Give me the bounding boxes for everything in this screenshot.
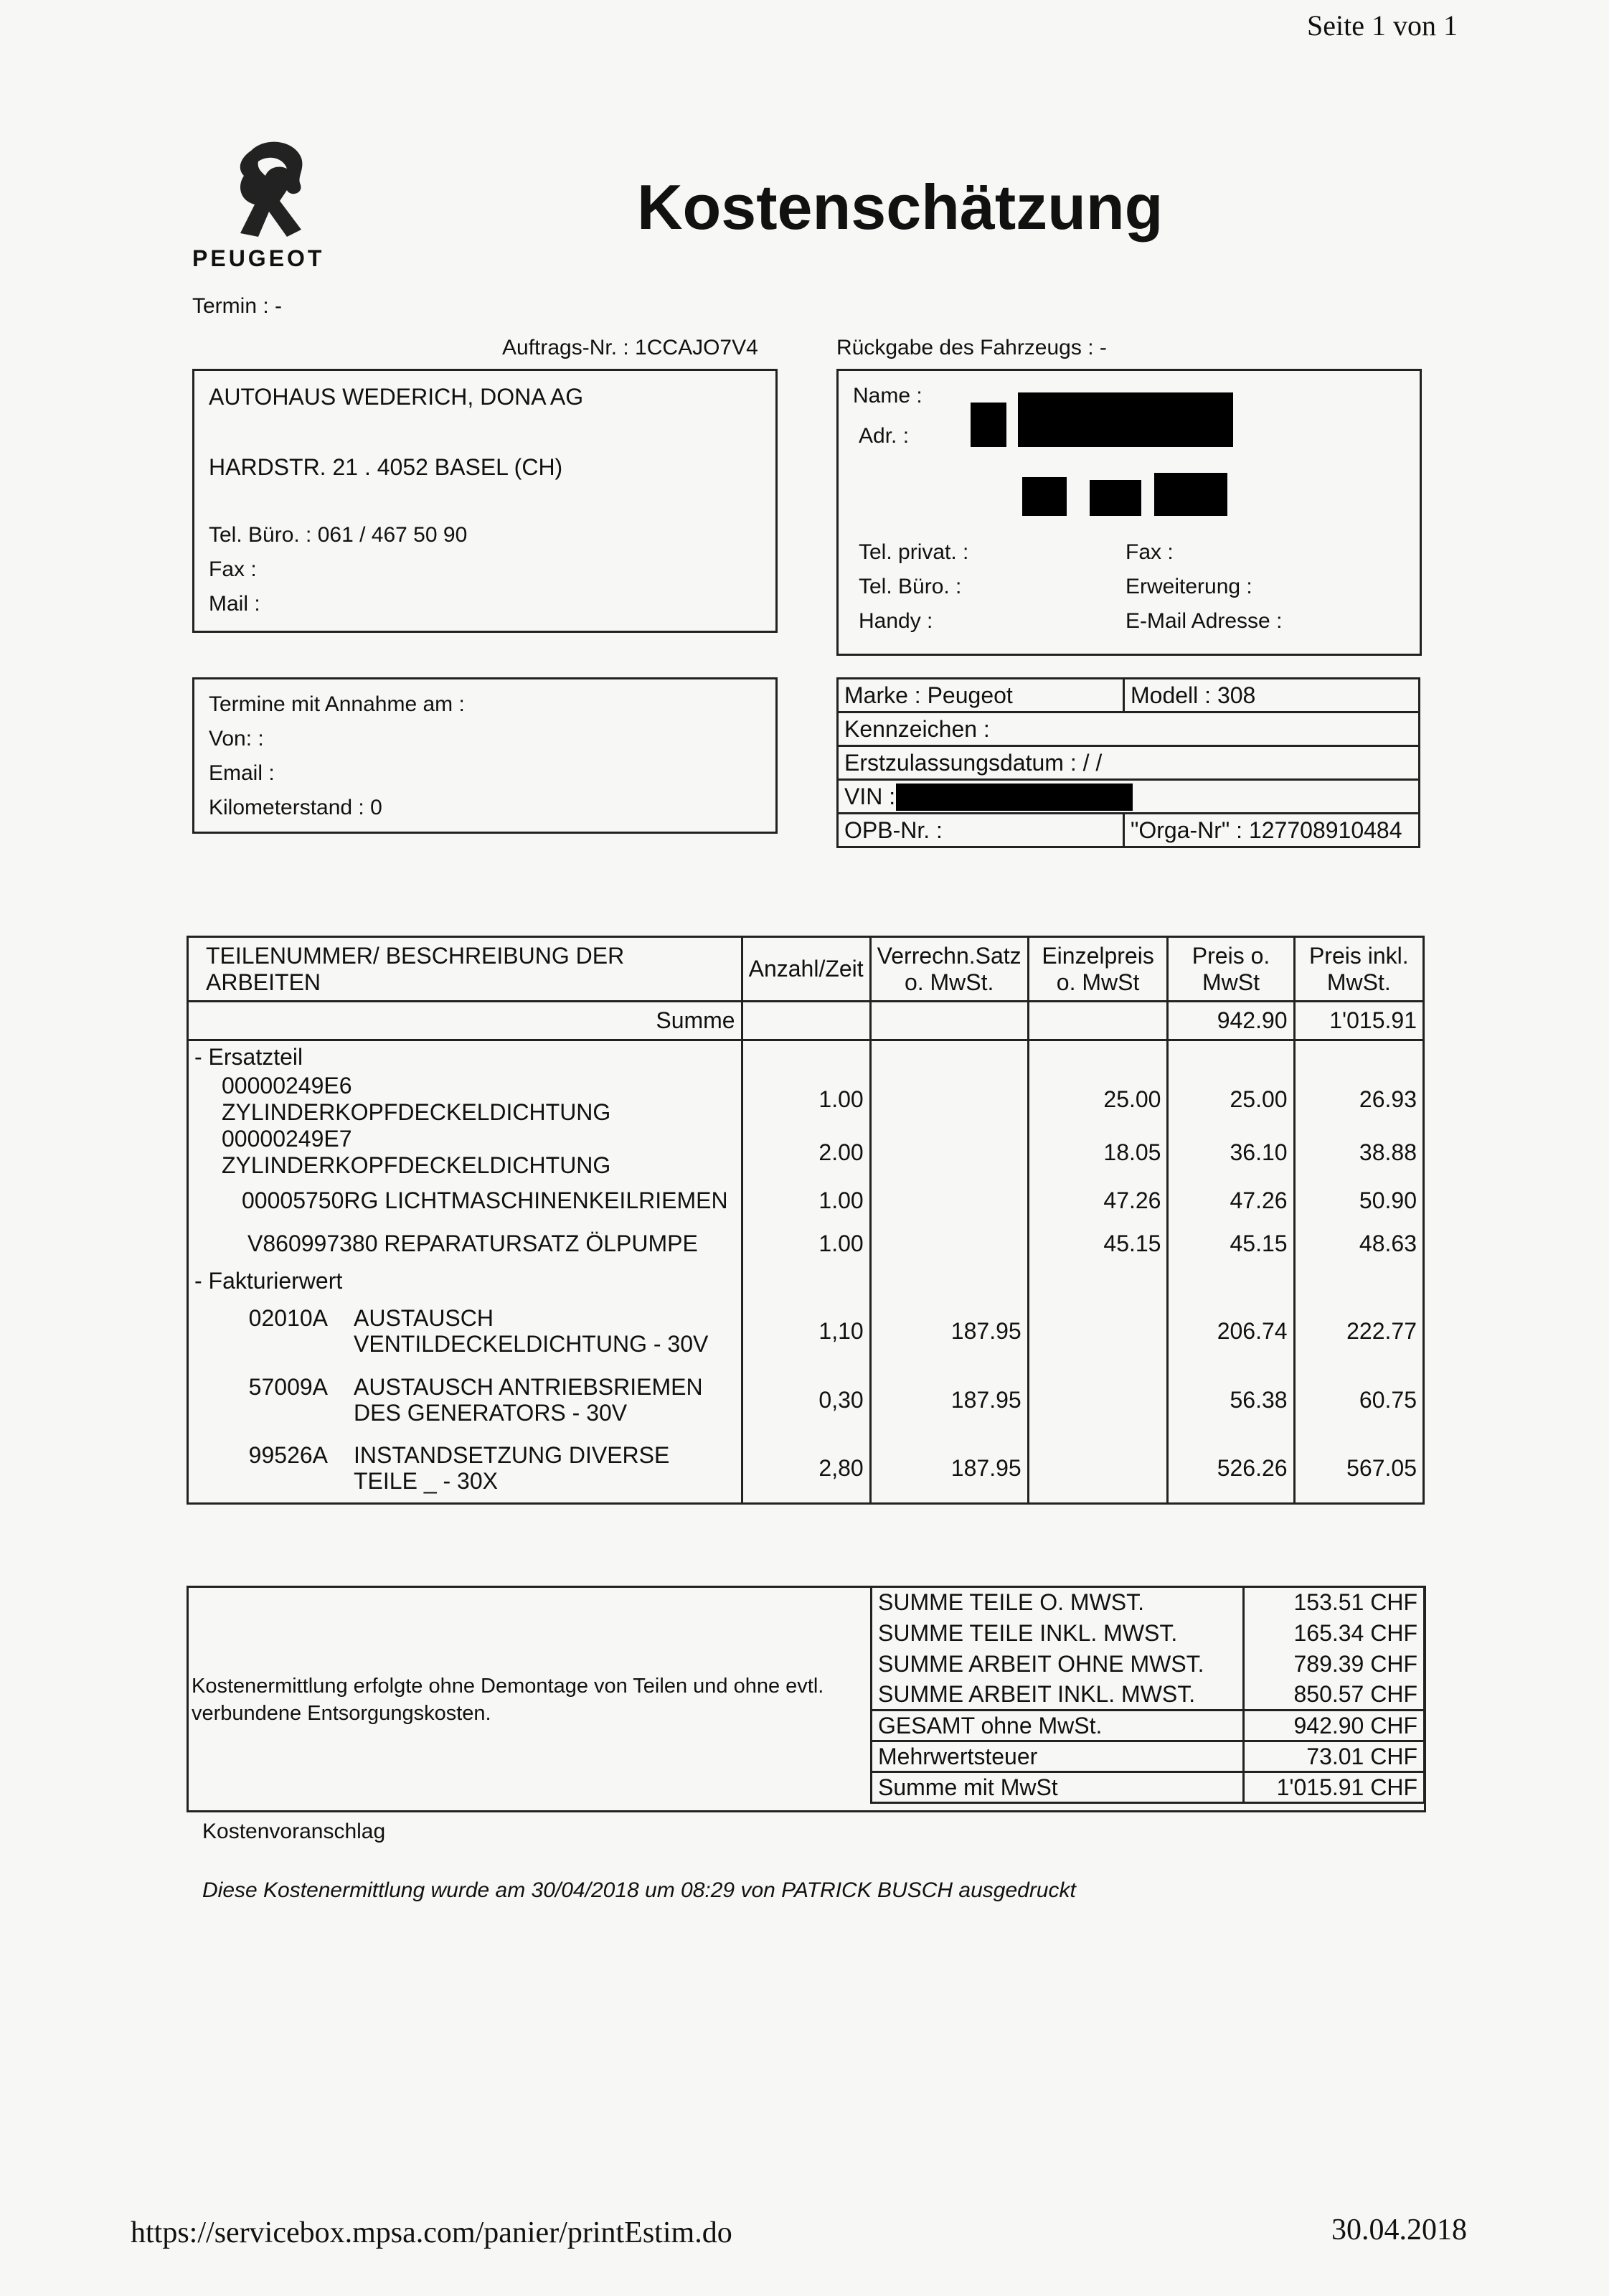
part-qty: 2.00 (742, 1126, 870, 1179)
customer-tel-buero: Tel. Büro. : (859, 575, 962, 598)
labor-code: 02010A (248, 1305, 328, 1331)
summe-row (188, 1002, 1424, 1040)
summary-value: 165.34 CHF (1244, 1618, 1425, 1649)
table-row (188, 1365, 1424, 1434)
table-row (188, 1434, 1424, 1503)
vehicle-orga: "Orga-Nr" : 127708910484 (1124, 814, 1420, 847)
dealer-tel: Tel. Büro. : 061 / 467 50 90 (209, 523, 468, 547)
summary-table (870, 1586, 1425, 1804)
labor-gross: 567.05 (1294, 1434, 1423, 1503)
summary-value: 942.90 CHF (1244, 1711, 1425, 1741)
labor-qty: 1,10 (742, 1297, 870, 1365)
summe-label: Summe (188, 1002, 742, 1040)
customer-address-label: Adr. : (859, 424, 910, 448)
part-code: 00000249E7 (222, 1126, 352, 1152)
footer-date: 30.04.2018 (1331, 2213, 1467, 2246)
summary-value: 789.39 CHF (1244, 1649, 1425, 1680)
kostenvoranschlag-label: Kostenvoranschlag (202, 1820, 386, 1843)
part-unit: 45.15 (1028, 1222, 1168, 1265)
labor-code: 99526A (248, 1442, 328, 1469)
col-header-unit: Einzelpreis o. MwSt (1028, 937, 1168, 1002)
vehicle-table (836, 677, 1420, 848)
section-fakturierwert: - Fakturierwert (188, 1265, 742, 1297)
vehicle-kennzeichen: Kennzeichen : (838, 712, 1420, 746)
labor-desc-line1: INSTANDSETZUNG DIVERSE (354, 1442, 670, 1469)
col-header-rate: Verrechn.Satz o. MwSt. (870, 937, 1028, 1002)
table-row (188, 1297, 1424, 1365)
kilometerstand: Kilometerstand : 0 (209, 796, 382, 819)
labor-desc-line2: DES GENERATORS - 30V (354, 1400, 628, 1426)
email-label: Email : (209, 761, 275, 785)
termin-label: Termin : - (192, 294, 283, 318)
col-header-net: Preis o. MwSt (1168, 937, 1294, 1002)
labor-desc-line1: AUSTAUSCH (354, 1305, 494, 1331)
labor-code: 57009A (248, 1374, 328, 1400)
redaction-block (1018, 392, 1233, 447)
part-gross: 38.88 (1294, 1126, 1423, 1179)
part-code: 00005750RG (242, 1187, 379, 1213)
redaction-block (1022, 477, 1067, 516)
part-unit: 18.05 (1028, 1126, 1168, 1179)
redaction-block (971, 403, 1006, 447)
part-gross: 26.93 (1294, 1073, 1423, 1126)
summe-gross: 1'015.91 (1294, 1002, 1423, 1040)
dealer-address: HARDSTR. 21 . 4052 BASEL (CH) (209, 454, 563, 480)
summary-label: Summe mit MwSt (872, 1772, 1244, 1803)
summary-label: SUMME TEILE O. MWST. (872, 1587, 1244, 1618)
redaction-block (1154, 473, 1227, 516)
labor-rate: 187.95 (870, 1297, 1028, 1365)
vehicle-opb: OPB-Nr. : (838, 814, 1124, 847)
summary-box (187, 1586, 1426, 1812)
part-qty: 1.00 (742, 1179, 870, 1222)
customer-box (836, 369, 1422, 656)
part-qty: 1.00 (742, 1222, 870, 1265)
dealer-mail: Mail : (209, 592, 260, 616)
labor-desc-line2: VENTILDECKELDICHTUNG - 30V (354, 1331, 709, 1357)
von-label: Von: : (209, 727, 264, 751)
part-unit: 47.26 (1028, 1179, 1168, 1222)
printed-note: Diese Kostenermittlung wurde am 30/04/2018 um 08:29 von PATRICK BUSCH ausgedruckt (202, 1878, 1076, 1902)
dealer-name: AUTOHAUS WEDERICH, DONA AG (209, 384, 584, 410)
summary-label: SUMME TEILE INKL. MWST. (872, 1618, 1244, 1649)
table-row (188, 1126, 1424, 1179)
summary-value: 73.01 CHF (1244, 1741, 1425, 1772)
dealer-box (192, 369, 778, 633)
rueckgabe-label: Rückgabe des Fahrzeugs : - (836, 336, 1107, 359)
table-row (188, 1073, 1424, 1126)
vehicle-modell: Modell : 308 (1124, 679, 1420, 712)
part-desc: ZYLINDERKOPFDECKELDICHTUNG (222, 1152, 611, 1178)
part-code: 00000249E6 (222, 1073, 352, 1098)
col-header-gross: Preis inkl. MwSt. (1294, 937, 1423, 1002)
summary-value: 153.51 CHF (1244, 1587, 1425, 1618)
vehicle-marke: Marke : Peugeot (838, 679, 1124, 712)
summe-net: 942.90 (1168, 1002, 1294, 1040)
page-title: Kostenschätzung (637, 171, 1164, 243)
summary-label: SUMME ARBEIT OHNE MWST. (872, 1649, 1244, 1680)
labor-net: 526.26 (1168, 1434, 1294, 1503)
logo-wordmark: PEUGEOT (192, 245, 325, 271)
col-header-desc: TEILENUMMER/ BESCHREIBUNG DER ARBEITEN (188, 937, 742, 1002)
peugeot-lion-logo (215, 136, 330, 244)
customer-email: E-Mail Adresse : (1126, 609, 1283, 633)
labor-net: 206.74 (1168, 1297, 1294, 1365)
redaction-block (896, 784, 1133, 811)
labor-rate: 187.95 (870, 1434, 1028, 1503)
part-code: V860997380 (247, 1230, 378, 1256)
part-net: 36.10 (1168, 1126, 1294, 1179)
labor-gross: 222.77 (1294, 1297, 1423, 1365)
customer-fax: Fax : (1126, 540, 1174, 564)
appointment-box (192, 677, 778, 834)
summary-label: Mehrwertsteuer (872, 1741, 1244, 1772)
part-net: 47.26 (1168, 1179, 1294, 1222)
part-desc: ZYLINDERKOPFDECKELDICHTUNG (222, 1099, 611, 1125)
dealer-fax: Fax : (209, 557, 257, 581)
summary-label: GESAMT ohne MwSt. (872, 1711, 1244, 1741)
summary-value: 850.57 CHF (1244, 1680, 1425, 1711)
section-ersatzteil: - Ersatzteil (188, 1040, 742, 1073)
col-header-qty: Anzahl/Zeit (742, 937, 870, 1002)
table-row (188, 1179, 1424, 1222)
part-gross: 50.90 (1294, 1179, 1423, 1222)
table-row (188, 1222, 1424, 1265)
customer-handy: Handy : (859, 609, 933, 633)
footer-url: https://servicebox.mpsa.com/panier/printEstim.do (131, 2216, 732, 2249)
part-net: 45.15 (1168, 1222, 1294, 1265)
auftrags-nr: Auftrags-Nr. : 1CCAJO7V4 (502, 336, 758, 359)
labor-desc-line2: TEILE _ - 30X (354, 1468, 498, 1495)
customer-erweiterung: Erweiterung : (1126, 575, 1252, 598)
labor-gross: 60.75 (1294, 1365, 1423, 1434)
customer-tel-privat: Tel. privat. : (859, 540, 969, 564)
customer-name-label: Name : (853, 384, 923, 408)
summary-label: SUMME ARBEIT INKL. MWST. (872, 1680, 1244, 1711)
part-desc: LICHTMASCHINENKEILRIEMEN (384, 1187, 728, 1213)
vehicle-erstzulassung: Erstzulassungsdatum : / / (838, 746, 1420, 780)
items-table (187, 936, 1425, 1505)
labor-qty: 0,30 (742, 1365, 870, 1434)
part-net: 25.00 (1168, 1073, 1294, 1126)
part-desc: REPARATURSATZ ÖLPUMPE (384, 1230, 698, 1256)
labor-net: 56.38 (1168, 1365, 1294, 1434)
part-gross: 48.63 (1294, 1222, 1423, 1265)
labor-desc-line1: AUSTAUSCH ANTRIEBSRIEMEN (354, 1374, 703, 1400)
summary-value: 1'015.91 CHF (1244, 1772, 1425, 1803)
part-qty: 1.00 (742, 1073, 870, 1126)
labor-rate: 187.95 (870, 1365, 1028, 1434)
part-unit: 25.00 (1028, 1073, 1168, 1126)
vehicle-vin: VIN : (844, 783, 896, 809)
termine-annahme: Termine mit Annahme am : (209, 692, 465, 716)
summary-note: Kostenermittlung erfolgte ohne Demontage von Teilen und ohne evtl. verbundene Entsorgungskosten. (192, 1675, 824, 1725)
redaction-block (1090, 480, 1141, 516)
labor-qty: 2,80 (742, 1434, 870, 1503)
page-number: Seite 1 von 1 (1307, 9, 1458, 42)
